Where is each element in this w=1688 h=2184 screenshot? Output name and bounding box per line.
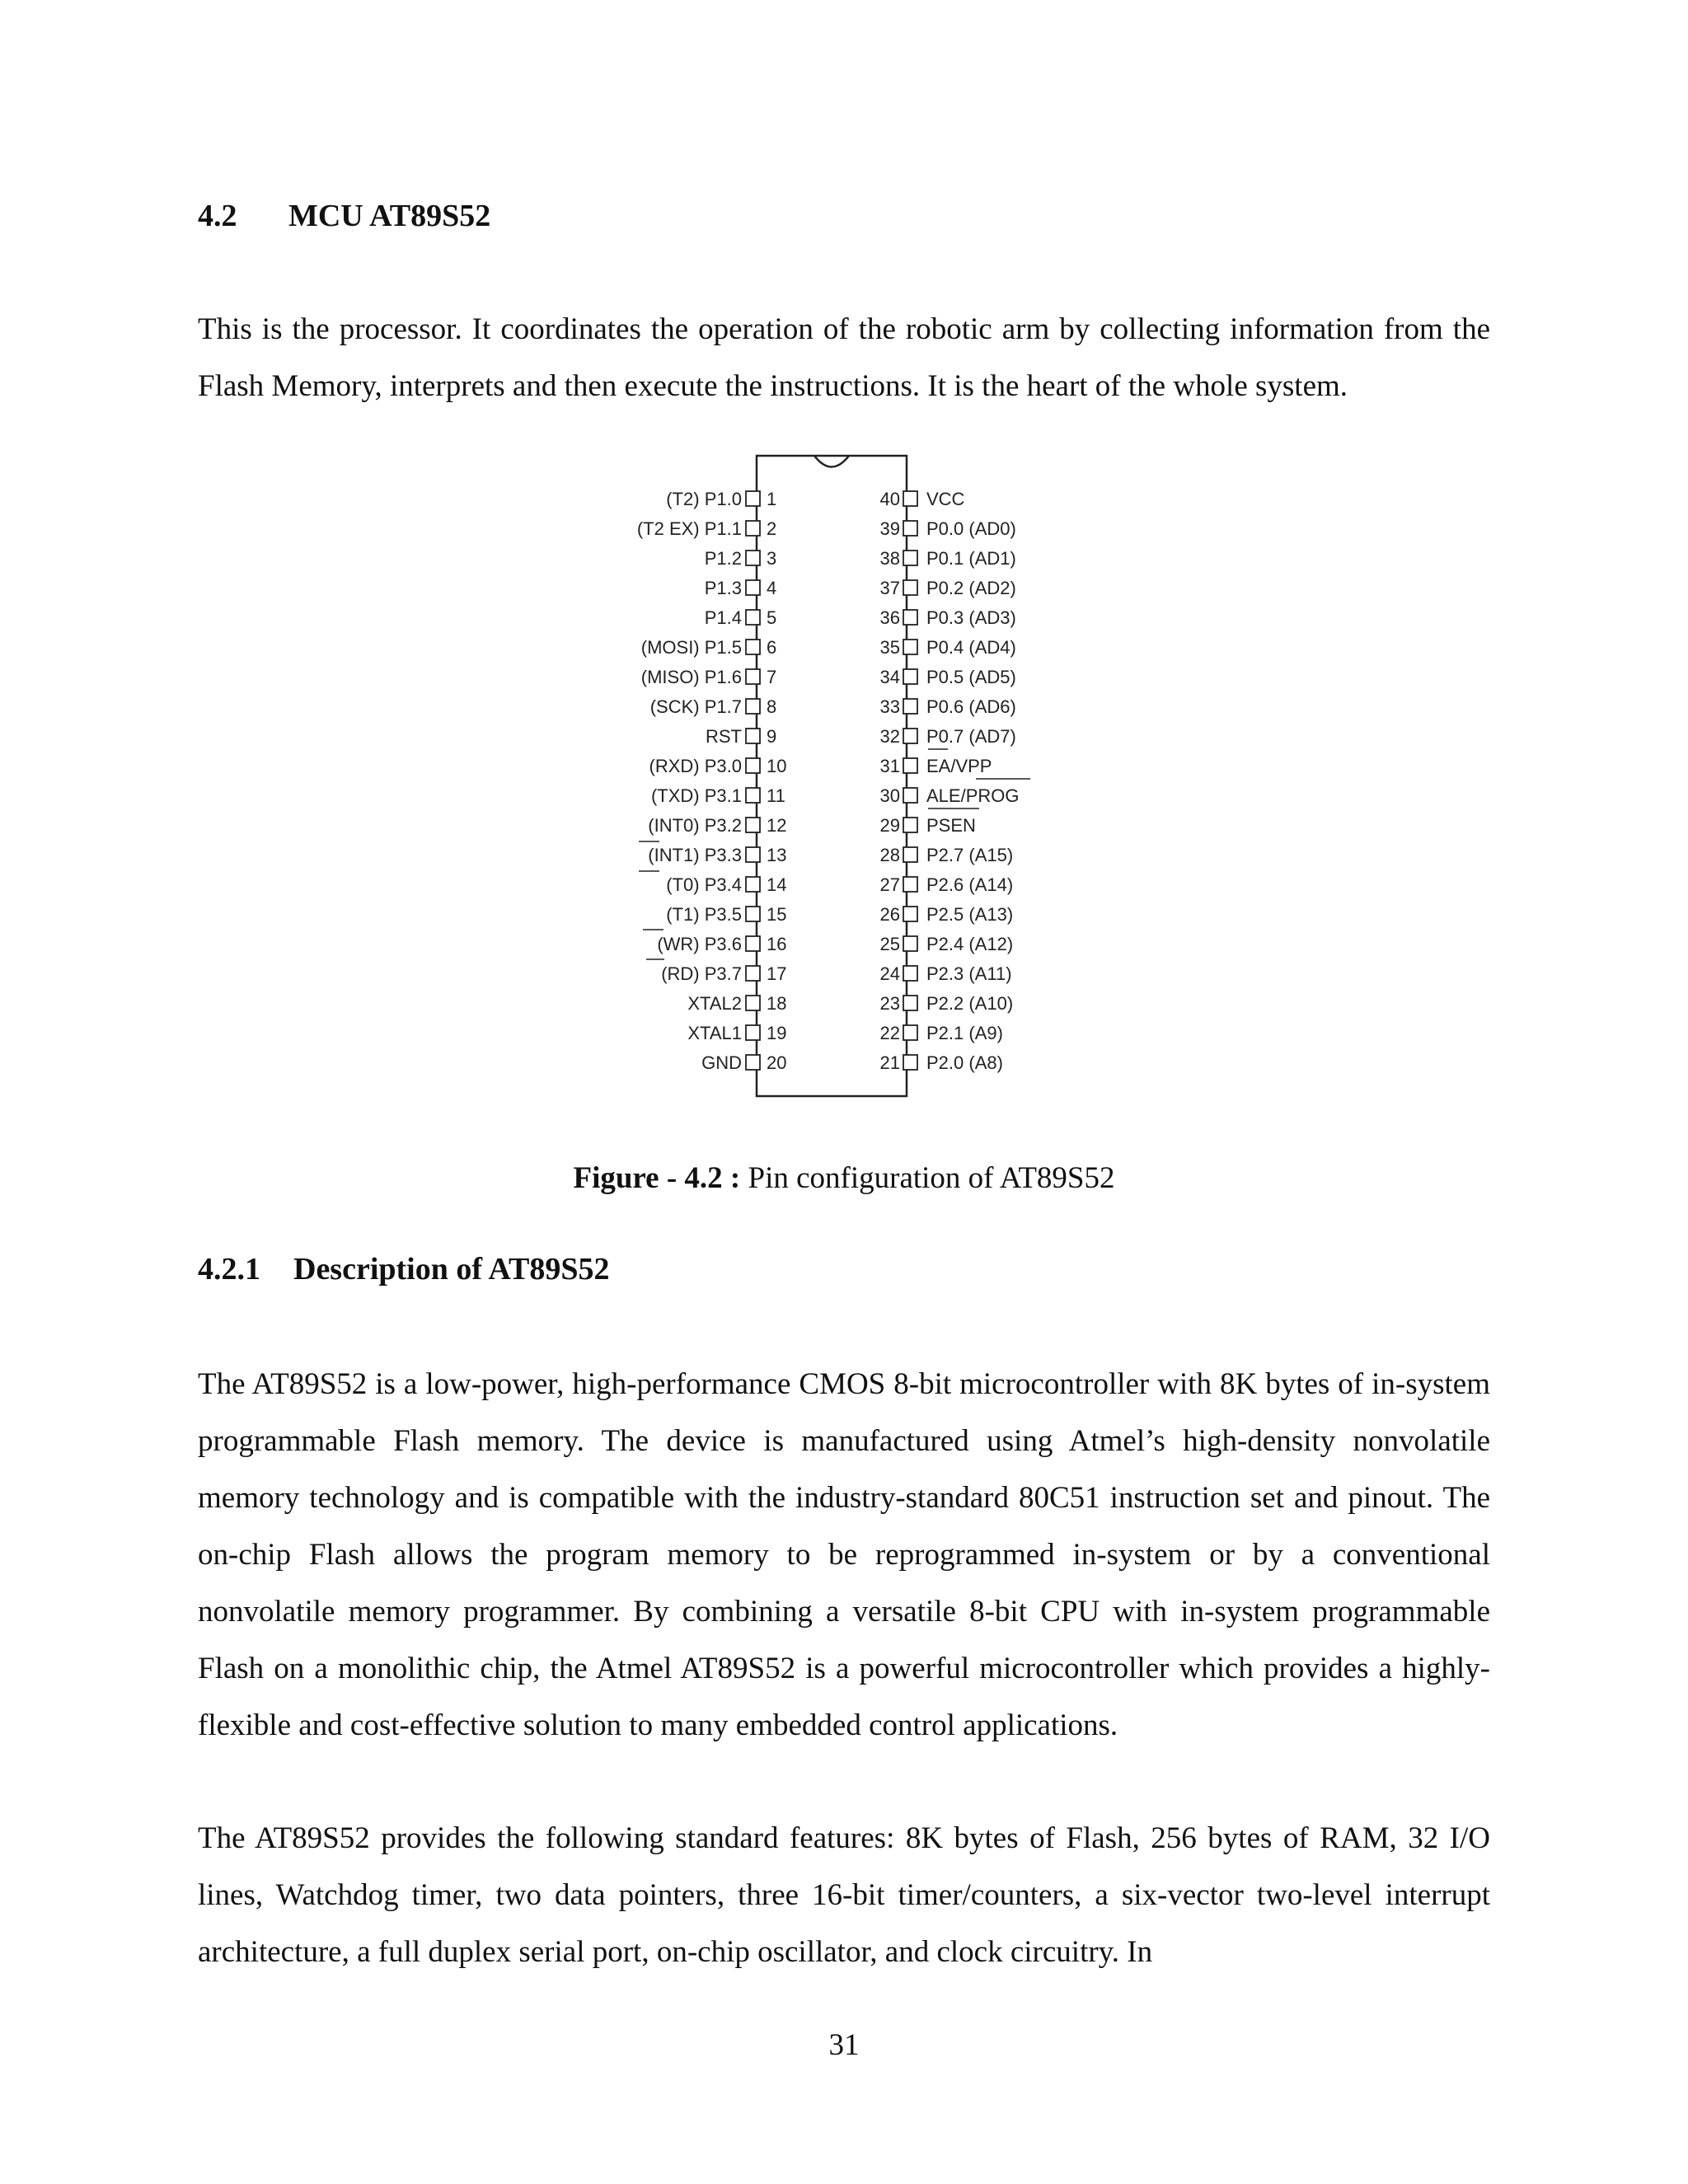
figure-caption [0,1160,1688,1196]
pin-19 [687,1023,786,1043]
pin-20 [701,1052,786,1073]
pin-13 [648,845,786,865]
figure-caption-text: Pin configuration of AT89S52 [740,1161,1115,1195]
pin-8 [650,696,777,717]
pin-label: (SCK) P1.7 [649,696,742,717]
pin-16 [657,934,786,954]
pin-10 [649,756,787,776]
pin-3 [705,548,777,569]
pin-number: 3 [767,548,777,569]
pin-number: 35 [879,637,900,658]
pin-square [746,551,760,565]
pin-18 [687,993,786,1014]
pin-label: PSEN [926,815,976,836]
pin-label: P0.1 (AD1) [926,548,1016,569]
pin-label: P2.4 (A12) [926,934,1014,954]
pin-number: 13 [767,845,787,865]
pin-label: XTAL1 [687,1023,742,1043]
pin-14 [666,874,786,895]
section-number: 4.2 [198,199,237,233]
section-title: MCU AT89S52 [288,199,491,233]
pin-number: 12 [767,815,787,836]
pin-label: EA/VPP [926,756,992,776]
pin-label: P0.2 (AD2) [926,578,1016,598]
pin-label: RST [706,726,742,747]
pin-number: 28 [879,845,900,865]
pin-square [903,936,917,951]
pin-number: 6 [767,637,777,658]
pin-label: P1.4 [704,607,742,628]
pin-label: P2.6 (A14) [926,874,1014,895]
pin-square [746,640,760,654]
pin-label: (RD) P3.7 [661,963,742,984]
pin-29 [880,815,976,836]
pin-square [746,1055,760,1070]
pin-label: ALE/PROG [926,785,1020,806]
pin-number: 27 [879,874,900,895]
pin-27 [880,874,1014,895]
pin-25 [880,934,1014,954]
pin-number: 9 [767,726,777,747]
pin-label: P2.2 (A10) [926,993,1014,1014]
pin-9 [706,726,776,747]
pin-square [903,907,917,921]
pin-17 [661,963,786,984]
pin-number: 21 [879,1052,900,1073]
pin-number: 19 [767,1023,787,1043]
pin-label: (RXD) P3.0 [649,756,742,776]
pin-label: P1.3 [704,578,742,598]
pin-label: P0.3 (AD3) [926,607,1016,628]
pin-square [903,699,917,714]
pin-square [903,818,917,832]
subsection-heading [198,1251,610,1287]
subsection-number: 4.2.1 [198,1252,260,1286]
pin-number: 34 [879,667,900,687]
pin-22 [880,1023,1003,1043]
pin-number: 40 [879,489,900,509]
description-paragraph-1: The AT89S52 is a low-power, high-performance CMOS 8-bit microcontroller with 8K bytes of in-system programmable Flash memory. The device is manufactured using Atmel’s high-density nonvolatile memory technology and is compatible with the industry-standard 80C51 instruction set and pinout. The on-chip Flash allows the program memory to be reprogrammed in-system or by a conventional nonvolatile memory programmer. By combining a versatile 8-bit CPU with in-system programmable Flash on a monolithic chip, the Atmel AT89S52 is a powerful microcontroller which provides a highly-flexible and cost-effective solution to many embedded control applications. [198,1367,1490,1742]
pin-number: 25 [879,934,900,954]
pin-square [903,729,917,743]
pin-square [903,1025,917,1040]
pin-square [903,996,917,1010]
pin-12 [648,815,786,836]
pin-square [746,877,760,892]
pin-5 [705,607,777,628]
subsection-title: Description of AT89S52 [293,1252,610,1286]
pin-square [746,788,760,803]
pin-number: 8 [767,696,777,717]
pin-label: (T1) P3.5 [666,904,742,925]
pin-square [903,966,917,981]
pin-square [746,818,760,832]
pin-square [903,1055,917,1070]
pin-number: 31 [879,756,900,776]
pin-15 [666,904,786,925]
pin-square [746,966,760,981]
pin-7 [641,667,777,687]
pin-number: 10 [767,756,787,776]
pin-square [746,1025,760,1040]
pin-square [746,521,760,536]
pin-label: (INT0) P3.2 [648,815,742,836]
pin-square [746,729,760,743]
pin-number: 26 [879,904,900,925]
pin-label: GND [701,1052,742,1073]
pin-label: (INT1) P3.3 [648,845,742,865]
pin-square [746,996,760,1010]
pin-number: 11 [767,785,785,806]
pin-label: P0.7 (AD7) [926,726,1016,747]
pin-square [903,788,917,803]
pin-number: 39 [879,518,900,539]
pin-square [746,699,760,714]
pin-label: P2.0 (A8) [926,1052,1003,1073]
pin-6 [641,637,777,658]
pin-number: 36 [879,607,900,628]
pin-21 [880,1052,1003,1073]
pin-label: P0.6 (AD6) [926,696,1016,717]
pin-number: 22 [879,1023,900,1043]
pin-label: P0.5 (AD5) [926,667,1016,687]
pin-square [903,669,917,684]
pin-number: 18 [767,993,787,1014]
pin-number: 15 [767,904,787,925]
pin-number: 24 [879,963,900,984]
pin-40 [880,489,965,509]
page-number: 31 [828,2028,860,2062]
pin-2 [637,518,776,539]
description-paragraph-2: The AT89S52 provides the following standard features: 8K bytes of Flash, 256 bytes of RAM, 32 I/O lines, Watchdog timer, two data pointers, three 16-bit timer/counters, a six-vector two-level interrupt architecture, a full duplex serial port, on-chip oscillator, and clock circuitry. In [198,1821,1490,1969]
pin-label: P0.0 (AD0) [926,518,1016,539]
pin-label: (MISO) P1.6 [640,667,742,687]
pin-label: P2.1 (A9) [926,1023,1003,1043]
pin-label: (T2 EX) P1.1 [636,518,742,539]
pin-label: VCC [926,489,965,509]
pin-number: 5 [767,607,777,628]
figure-caption-label: Figure - 4.2 : [573,1161,741,1195]
pin-label: (MOSI) P1.5 [640,637,742,658]
pin-number: 16 [767,934,787,954]
pin-number: 7 [767,667,777,687]
pin-number: 2 [767,518,777,539]
pin-square [903,847,917,862]
pin-number: 29 [879,815,900,836]
pin-square [903,491,917,506]
pin-number: 20 [767,1052,787,1073]
pin-label: P1.2 [704,548,742,569]
pin-23 [880,993,1014,1014]
intro-paragraph: This is the processor. It coordinates the operation of the robotic arm by collecting information from the Flash Memory, interprets and then execute the instructions. It is the heart of the whole system. [198,312,1490,403]
pin-24 [880,963,1012,984]
pin-square [903,758,917,773]
pin-number: 37 [879,578,900,598]
pin-square [903,521,917,536]
pin-label: (T2) P1.0 [666,489,742,509]
pin-31 [880,756,992,776]
pin-label: P0.4 (AD4) [926,637,1016,658]
pin-1 [666,489,776,509]
pin-28 [880,845,1014,865]
pin-square [903,580,917,595]
pin-label: P2.3 (A11) [926,963,1012,984]
pin-number: 17 [767,963,787,984]
pin-square [903,610,917,625]
pin-square [746,491,760,506]
pin-number: 23 [879,993,900,1014]
pin-number: 1 [767,489,777,509]
pin-number: 33 [879,696,900,717]
pin-square [746,758,760,773]
pin-label: XTAL2 [687,993,742,1014]
pin-label: (T0) P3.4 [666,874,742,895]
pin-square [903,551,917,565]
pin-label: P2.7 (A15) [926,845,1014,865]
pin-square [746,907,760,921]
pin-number: 38 [879,548,900,569]
pin-number: 14 [767,874,787,895]
pin-square [746,669,760,684]
pin-number: 4 [767,578,777,598]
pin-4 [705,578,777,598]
pin-26 [880,904,1014,925]
pin-square [746,847,760,862]
pin-square [746,936,760,951]
pin-number: 32 [879,726,900,747]
pin-label: (WR) P3.6 [657,934,742,954]
pin-square [903,640,917,654]
pin-square [746,580,760,595]
pin-label: (TXD) P3.1 [650,785,742,806]
pin-square [903,877,917,892]
pin-label: P2.5 (A13) [926,904,1014,925]
pin-square [746,610,760,625]
pin-number: 30 [879,785,900,806]
